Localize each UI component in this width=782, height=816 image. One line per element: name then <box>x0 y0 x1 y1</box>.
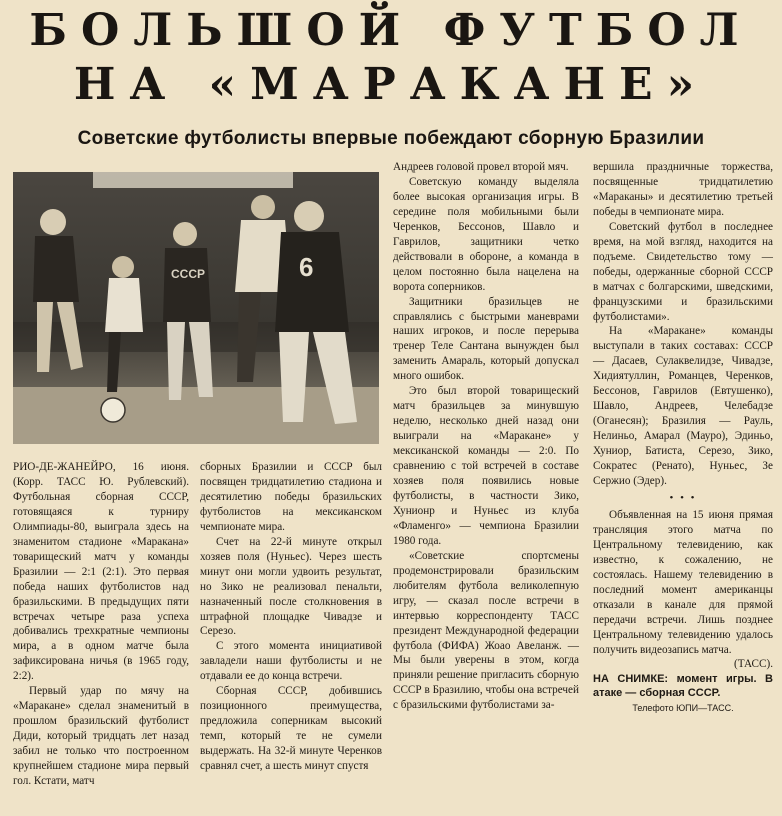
photo-caption-label: НА СНИМКЕ: <box>593 673 669 686</box>
headline-line-2: НА «МАРАКАНЕ» <box>73 59 709 110</box>
subheadline: Советские футболисты впервые побеждают сборную Бразилии <box>77 128 705 149</box>
headline-line-1: БОЛЬШОЙ ФУТБОЛ <box>29 5 753 56</box>
article-paragraph: С этого момента инициативой завладели наши футболисты и не отдавали ее до конца встречи. <box>200 640 382 683</box>
article-paragraph: Первый удар по мячу на «Маракане» сделал знаменитый в прошлом бразильский футболист Диди, который тридцать лет назад забил не только что построенном крупнейшем стадионе мира первый гол. Кстати, матч <box>13 685 189 788</box>
article-paragraph: Объявленная на 15 июня прямая трансляция этого матча по Центральному телевидению, как известно, к сожалению, не состоялась. Нашему телевидению в последний момент американцы отказали в канале для прямой передачи встречи. Лишь позднее Центральному телевидению удалось получить видеозапись матча. <box>593 508 773 656</box>
article-column-2 <box>200 460 382 774</box>
article-paragraph: Это был второй товарищеский матч бразильцев за минувшую неделю, несколько дней назад они выиграли на «Маракане» у мексиканской команды — 2:0. По сравнению с той встречей в составе хозяев поля появились новые футболисты, в частности Зико, Хунионр и Нуньес из клуба «Фламенго» — чемпиона Бразилии 1980 года. <box>393 385 579 547</box>
article-column-1 <box>13 460 189 789</box>
article-paragraph: Андреев головой провел второй мяч. <box>393 161 569 173</box>
ball <box>101 398 125 422</box>
article-signature: (ТАСС). <box>734 658 773 671</box>
jersey-text: СССР <box>171 267 206 281</box>
article-paragraph: Сборная СССР, добившись позиционного преимущества, предложила соперникам высокий темп, который те не сумели выдержать. На 32-й минуте Черенков сравнял счет, а шесть минут спустя <box>200 685 382 773</box>
article-column-4 <box>593 160 773 716</box>
article-paragraph: «Советские спортсмены продемонстрировали бразильским любителям футбола великолепную игру, — сказал после встречи в интервью корреспонденту ТАСС президент Международной федерации футбола (ФИФА) Жоао Авеланж. — Мы были уверены в этом, когда приняли решение пригласить сборную СССР в Бразилию, чтобы она встречей с бразильскими футболистами за- <box>393 549 579 712</box>
photo-caption <box>593 672 773 700</box>
article-column-3 <box>393 160 579 713</box>
article-paragraph: Счет на 22-й минуте открыл хозяев поля (Нуньес). Через шесть минут они могли удвоить результат, но Зико не реализовал пенальти, назначенный после столкновения в штрафной площадке Чивадзе и Серезо. <box>200 535 382 638</box>
match-photo <box>13 172 379 444</box>
section-divider: • • • <box>669 491 697 504</box>
photo-credit: Телефото ЮПИ—ТАСС. <box>632 703 734 714</box>
article-paragraph: вершила праздничные торжества, посвященные тридцатилетию «Мараканы» и десятилетию третьей победы в чемпионате мира. <box>593 161 773 218</box>
advertising-board <box>93 172 293 188</box>
photo-caption-text: момент игры. В атаке — сборная СССР. <box>593 673 773 700</box>
article-paragraph: На «Маракане» команды выступали в таких составах: СССР — Дасаев, Сулаквелидзе, Чивадзе, Хидиятуллин, Романцев, Черенков, Бессонов, Гаврилов (Евтушенко), Шавло, Андреев, Челебадзе (Оганесян); Бразилия — Рауль, Нелиньо, Амарал (Мауро), Эдиньо, Хуниор, Батиста, Серезо, Зико, Сократес (Ренато), Нуньес, Зе Сержио (Эдер). <box>593 325 773 488</box>
article-paragraph: Советский футбол в последнее время, на мой взгляд, находится на подъеме. Свидетельство тому — победы, одержанные сборной СССР в матчах с болгарскими, шведскими, французскими и бразильскими футболистами». <box>593 220 773 323</box>
article-paragraph: сборных Бразилии и СССР был посвящен тридцатилетию стадиона и десятилетию победы бразильских футболистов на мексиканском чемпионате мира. <box>200 461 382 533</box>
article-paragraph: Защитники бразильцев не справлялись с быстрыми маневрами наших игроков, и после перерыва тренер Теле Сантана вынужден был заменить Амараль, который допускал много ошибок. <box>393 295 579 383</box>
match-photo-illustration <box>13 172 379 444</box>
article-paragraph: РИО-ДЕ-ЖАНЕЙРО, 16 июня. (Корр. ТАСС Ю. Рублевский). Футбольная сборная СССР, готовящаяся к турниру Олимпиады-80, выиграла здесь на знаменитом стадионе «Маракана» товарищеский матч у команды Бразилии — 2:1 (2:1). Это первая победа наших футболистов над бразильскими. В предыдущих пяти встречах четыре раза успеха добивались трехкратные чемпионы мира, а в одном матче была зафиксирована ничья (в 1965 году, 2:2). <box>13 461 189 683</box>
article-paragraph: Советскую команду выделяла более высокая организация игры. В середине поля мобильными были Черенков, Бессонов, Шавло и Гаврилов, защитники четко действовали в обороне, а команда в целом постоянно была нацелена на ворота соперников. <box>393 175 579 293</box>
jersey-number: 6 <box>299 252 314 282</box>
